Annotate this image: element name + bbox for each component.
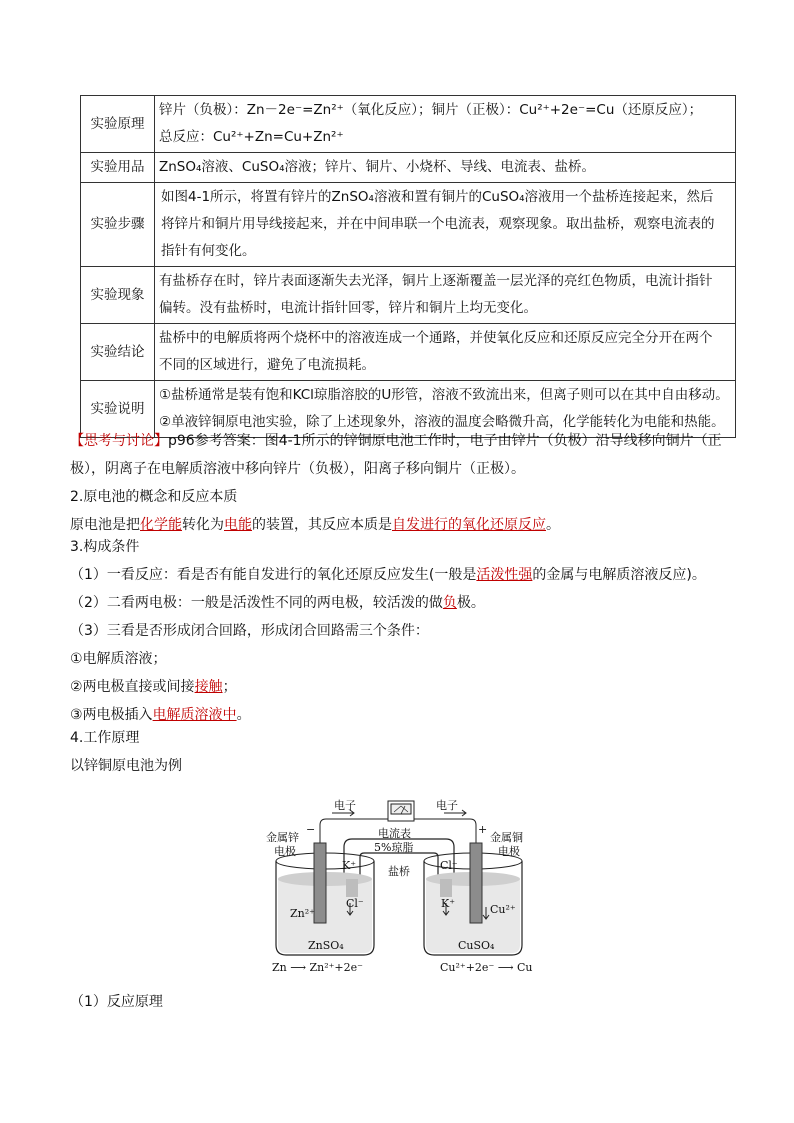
row-content	[155, 267, 736, 324]
condition-item-1: ①电解质溶液；	[70, 651, 167, 667]
label-eq-left: Zn ⟶ Zn²⁺+2e⁻	[272, 961, 363, 974]
section-5	[70, 988, 740, 1016]
label-cu-electrode-2: 电极	[498, 845, 520, 858]
label-electron-right: 电子	[436, 799, 458, 812]
row-heading: 实验用品	[81, 153, 155, 183]
condition-3: （3）三看是否形成闭合回路，形成闭合回路需三个条件：	[70, 623, 429, 639]
condition-item-3: ③两电极插入电解质溶液中。	[70, 707, 251, 723]
table-row	[81, 183, 736, 267]
table-row	[81, 96, 736, 153]
copper-electrode	[470, 843, 482, 923]
answer-blank: 化学能	[140, 517, 182, 533]
label-znso4: ZnSO₄	[308, 939, 344, 952]
condition-2: （2）二看两电极：一般是活泼性不同的两电极，较活泼的做负极。	[70, 595, 485, 611]
section-5-title: （1）反应原理	[70, 994, 163, 1010]
answer-blank: 接触	[194, 679, 223, 695]
row-line: 有盐桥存在时，锌片表面逐渐失去光泽，铜片上逐渐覆盖一层光泽的亮红色物质，电流计指针	[159, 273, 713, 289]
answer-blank: 电能	[224, 517, 252, 533]
section-4-title: 4.工作原理	[70, 730, 140, 746]
row-line: 总反应：Cu²⁺+Zn=Cu+Zn²⁺	[159, 129, 344, 145]
row-line: 将锌片和铜片用导线接起来，并在中间串联一个电流表，观察现象。取出盐桥，观察电流表的	[161, 216, 715, 232]
row-line: 如图4-1所示，将置有锌片的ZnSO₄溶液和置有铜片的CuSO₄溶液用一个盐桥连接起来，然后	[161, 189, 714, 205]
label-ammeter: 电流表	[378, 827, 411, 840]
section-4	[70, 724, 740, 780]
row-line: ZnSO₄溶液、CuSO₄溶液；锌片、铜片、小烧杯、导线、电流表、盐桥。	[159, 159, 596, 175]
experiment-table	[80, 95, 736, 438]
label-salt-bridge: 盐桥	[388, 865, 410, 878]
row-heading: 实验结论	[81, 324, 155, 381]
row-line: 盐桥中的电解质将两个烧杯中的溶液连成一个通路，并使氧化反应和还原反应完全分开在两个	[159, 330, 713, 346]
row-line: ①盐桥通常是装有饱和KCl琼脂溶胶的U形管，溶液不致流出来，但离子则可以在其中自由移动。	[159, 387, 729, 403]
row-line: 指针有何变化。	[161, 243, 256, 259]
answer-blank: 负	[442, 595, 457, 611]
row-heading: 实验原理	[81, 96, 155, 153]
label-k-right: K⁺	[441, 897, 456, 910]
condition-1: （1）一看反应：看是否有能自发进行的氧化还原反应发生(一般是活泼性强的金属与电解质溶液反应)。	[70, 567, 706, 583]
section-3-title: 3.构成条件	[70, 539, 140, 555]
answer-blank: 电解质溶液中	[152, 707, 237, 723]
row-content	[155, 96, 736, 153]
label-agar: 5%琼脂	[374, 841, 414, 854]
zinc-electrode	[314, 843, 326, 923]
label-cl-top: Cl⁻	[440, 859, 458, 872]
label-zn-ion: Zn²⁺	[290, 907, 315, 920]
row-line: 偏转。没有盐桥时，电流计指针回零，锌片和铜片上均无变化。	[159, 300, 537, 316]
galvanic-cell-diagram	[262, 795, 534, 975]
label-k-left: K⁺	[342, 859, 357, 872]
table-row	[81, 267, 736, 324]
section-3	[70, 533, 740, 729]
section-2-text: 原电池是把化学能转化为电能的装置，其反应本质是自发进行的氧化还原反应。	[70, 517, 560, 533]
label-cuso4: CuSO₄	[458, 939, 495, 952]
row-line: 不同的区域进行，避免了电流损耗。	[159, 357, 375, 373]
label-cu-ion: Cu²⁺	[490, 903, 516, 916]
table-row	[81, 153, 736, 183]
row-heading: 实验说明	[81, 381, 155, 438]
row-heading: 实验步骤	[81, 183, 155, 267]
label-plus: +	[478, 823, 488, 836]
label-cl-left: Cl⁻	[346, 897, 364, 910]
table-row	[81, 324, 736, 381]
row-content	[155, 153, 736, 183]
label-zn-electrode-2: 电极	[274, 845, 296, 858]
label-zn-electrode-1: 金属锌	[266, 831, 299, 844]
row-content	[155, 324, 736, 381]
answer-blank: 自发进行的氧化还原反应	[392, 517, 546, 533]
label-eq-right: Cu²⁺+2e⁻ ⟶ Cu	[440, 961, 533, 974]
label-cu-electrode-1: 金属铜	[490, 831, 523, 844]
section-4-subtitle: 以锌铜原电池为例	[70, 758, 182, 774]
row-content	[155, 183, 736, 267]
section-2-title: 2.原电池的概念和反应本质	[70, 489, 238, 505]
condition-item-2: ②两电极直接或间接接触；	[70, 679, 237, 695]
discussion-line-2: 极），阴离子在电解质溶液中移向锌片（负极），阳离子移向铜片（正极）。	[70, 461, 525, 477]
discussion-line-1: p96参考答案：图4-1所示的锌铜原电池工作时，电子由锌片（负极）沿导线移向铜片（正	[168, 433, 722, 449]
row-line: 锌片（负极）：Zn－2e⁻=Zn²⁺（氧化反应）；铜片（正极）：Cu²⁺+2e⁻=Cu（还原反应）；	[159, 102, 703, 118]
discussion	[70, 427, 740, 483]
section-2	[70, 483, 740, 539]
label-electron-left: 电子	[334, 799, 356, 812]
label-minus: −	[306, 823, 316, 836]
row-line: ②单液锌铜原电池实验，除了上述现象外，溶液的温度会略微升高，化学能转化为电能和热能。	[159, 414, 725, 430]
discussion-bracket: 【思考与讨论】	[70, 433, 168, 449]
row-heading: 实验现象	[81, 267, 155, 324]
answer-blank: 活泼性强	[476, 567, 533, 583]
